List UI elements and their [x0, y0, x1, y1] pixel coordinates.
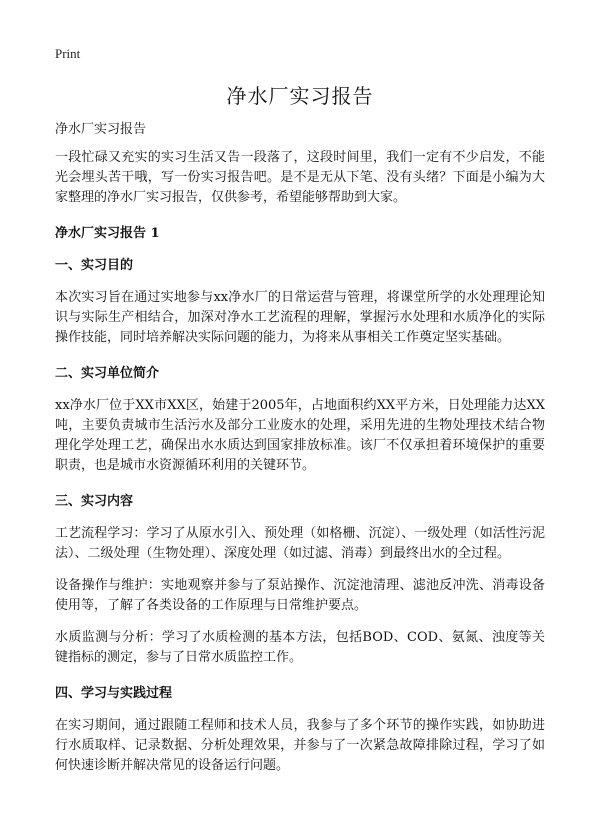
section-heading-purpose: 一、实习目的	[55, 258, 134, 273]
section-heading-content: 三、实习内容	[55, 494, 134, 509]
section-heading-company: 二、实习单位简介	[55, 366, 160, 381]
section-paragraph: 在实习期间，通过跟随工程师和技术人员，我参与了多个环节的操作实践，如协助进行水质取样、记录数据、分析处理效果，并参与了一次紧急故障排除过程，学习了如何快速诊断并解决常见的设备运行问题。	[55, 718, 545, 773]
intro-paragraph: 一段忙碌又充实的实习生活又告一段落了，这段时间里，我们一定有不少启发，不能光会埋头苦干哦，写一份实习报告吧。是不是无从下笔、没有头绪？下面是小编为大家整理的净水厂实习报告，仅供参考，希望能够帮助到大家。	[55, 150, 545, 205]
document-title: 净水厂实习报告	[226, 84, 374, 108]
report-heading: 净水厂实习报告 1	[55, 226, 160, 241]
section-paragraph: xx净水厂位于XX市XX区，始建于2005年，占地面积约XX平方米，日处理能力达XX吨，主要负责城市生活污水及部分工业废水的处理，采用先进的生物处理技术结合物理化学处理工艺，确保出水水质达到国家排放标准。该厂不仅承担着环境保护的重要职责，也是城市水资源循环利用的关键环节。	[55, 398, 545, 473]
section-paragraph: 本次实习旨在通过实地参与xx净水厂的日常运营与管理，将课堂所学的水处理理论知识与实际生产相结合，加深对净水工艺流程的理解，掌握污水处理和水质净化的实际操作技能，同时培养解决实际问题的能力，为将来从事相关工作奠定坚实基础。	[55, 290, 545, 345]
document-subtitle: 净水厂实习报告	[55, 122, 147, 137]
section-heading-practice: 四、学习与实践过程	[55, 686, 173, 701]
section-paragraph: 设备操作与维护：实地观察并参与了泵站操作、沉淀池清理、滤池反冲洗、消毒设备使用等，了解了各类设备的工作原理与日常维护要点。	[55, 578, 545, 613]
section-paragraph: 水质监测与分析：学习了水质检测的基本方法，包括BOD、COD、氨氮、浊度等关键指标的测定，参与了日常水质监控工作。	[55, 630, 545, 665]
print-link[interactable]: Print	[55, 46, 81, 61]
section-paragraph: 工艺流程学习：学习了从原水引入、预处理（如格栅、沉淀）、一级处理（如活性污泥法）、二级处理（生物处理）、深度处理（如过滤、消毒）到最终出水的全过程。	[55, 526, 545, 561]
document-body	[55, 120, 545, 776]
